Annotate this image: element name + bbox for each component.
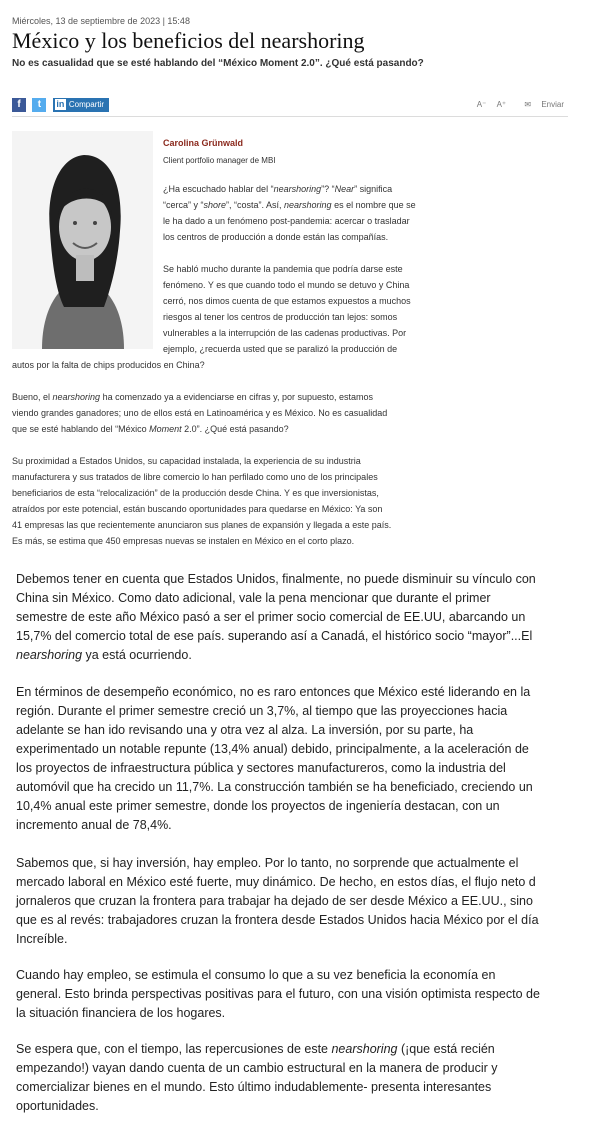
envelope-icon: ✉ (524, 100, 532, 109)
emphasis: Moment (149, 424, 182, 434)
emphasis: nearshoring (52, 392, 101, 402)
font-decrease-button[interactable]: A⁻ (476, 100, 487, 109)
paragraph: ¿Ha escuchado hablar del “nearshoring”? “Near” significa “cerca” y “shore”, “costa”. Así, nearshoring es el nombre que se le ha dado a un fenómeno post-pandemia: acercar o trasladar los centros de producción a donde están las compañías. (163, 184, 416, 242)
emphasis: nearshoring (273, 184, 322, 194)
emphasis: Near (334, 184, 355, 194)
paragraph: Bueno, el nearshoring ha comenzado ya a evidenciarse en cifras y, por supuesto, estamos viendo grandes ganadores; uno de ellos está en Latinoamérica y es México. No es casualidad que se esté hablando del “México Moment 2.0”. ¿Qué está pasando? (12, 392, 388, 434)
paragraph: Su proximidad a Estados Unidos, su capacidad instalada, la experiencia de su industria manufacturera y sus tratados de libre comercio lo han perfilado como uno de los principales beneficiarios de esta “relocalización” de la producción desde China. Y es que inversionistas, atraídos por este potencial, están buscando oportunidades para quedarse en México: Ya son 41 empresas las que recientemente anunciaron sus planes de expansión y llegada a este país. Es más, se estima que 450 empresas nuevas se instalen en México en el corto plazo. (12, 456, 392, 546)
paragraph: Se habló mucho durante la pandemia que podría darse este fenómeno. Y es que cuando todo el mundo se detuvo y China cerró, nos dimos cuenta de que estamos expuestos a muchos riesgos al tener los centros de producción tan lejos: somos vulnerables a la interrupción de las cadenas productivas. Por ejemplo, ¿recuerda usted que se paralizó la producción de (163, 264, 411, 354)
paragraph: Sabemos que, si hay inversión, hay empleo. Por lo tanto, no sorprende que actualmente el mercado laboral en México esté fuerte, muy dinámico. De hecho, en estos días, el flujo neto d jornaleros que cruzan la frontera para trabajar ha dejado de ser desde México a EE.UU., sino que es al revés: trabajadores cruzan la frontera desde Estados Unidos hacia México por el día Increíble. (16, 856, 539, 946)
font-increase-button[interactable]: A⁺ (496, 100, 507, 109)
send-button[interactable] (516, 100, 564, 109)
paragraph: Debemos tener en cuenta que Estados Unidos, finalmente, no puede disminuir su vínculo con China sin México. Como dato adicional, vale la pena mencionar que durante el primer semestre de este año México pasó a ser el primer socio comercial de EE.UU, abarcando un 15,7% del comercio total de ese país. superando así a Canadá, el histórico socio “mayor”...El nearshoring ya está ocurriendo. (16, 572, 536, 662)
linkedin-icon: in (56, 99, 65, 109)
paragraph: Cuando hay empleo, se estimula el consumo lo que a su vez beneficia la economía en general. Esto brinda perspectivas positivas para el futuro, con una visión optimista respecto de la situación financiera de los hogares. (16, 968, 540, 1020)
text-tools (469, 100, 564, 109)
send-label: Enviar (541, 100, 564, 109)
article-date: Miércoles, 13 de septiembre de 2023 | 15:48 (12, 16, 190, 26)
article-subtitle: No es casualidad que se esté hablando del “México Moment 2.0”. ¿Qué está pasando? (12, 58, 424, 69)
author-photo (12, 131, 153, 349)
paragraph: Se espera que, con el tiempo, las repercusiones de este nearshoring (¡que está recién empezando!) vayan dando cuenta de un cambio estructural en la manera de producir y comercializar bienes en el mundo. Esto último indudablemente- presenta interesantes oportunidades. (16, 1042, 498, 1113)
linkedin-share-button[interactable] (53, 98, 109, 112)
emphasis: nearshoring (284, 200, 332, 210)
share-label: Compartir (68, 100, 105, 109)
emphasis: nearshoring (331, 1042, 398, 1056)
twitter-icon[interactable]: t (32, 98, 46, 112)
paragraph: En términos de desempeño económico, no es raro entonces que México esté liderando en la región. Durante el primer semestre creció un 3,7%, al tiempo que las proyecciones hacia adelante se han ido revisando una y otra vez al alza. La inversión, por su parte, ha experimentado un notable repunte (13,4% anual) debido, principalmente, a la aceleración de los proyectos de infraestructura pública y sectores manufactureros, como la industria del automóvil que ha crecido un 11,7%. La construcción también se ha beneficiado, creciendo un 10,4% anual este primer semestre, donde los proyectos de ingeniería destacan, con un incremento anual de 78,4%. (16, 685, 533, 832)
paragraph: autos por la falta de chips producidos en China? (12, 360, 205, 370)
article-title: México y los beneficios del nearshoring (12, 28, 365, 53)
facebook-icon[interactable]: f (12, 98, 26, 112)
author-role: Client portfolio manager de MBI (163, 156, 276, 165)
emphasis: nearshoring (16, 648, 83, 662)
article-toolbar (12, 98, 568, 117)
emphasis: shore (203, 200, 227, 210)
author-name: Carolina Grünwald (163, 138, 244, 148)
